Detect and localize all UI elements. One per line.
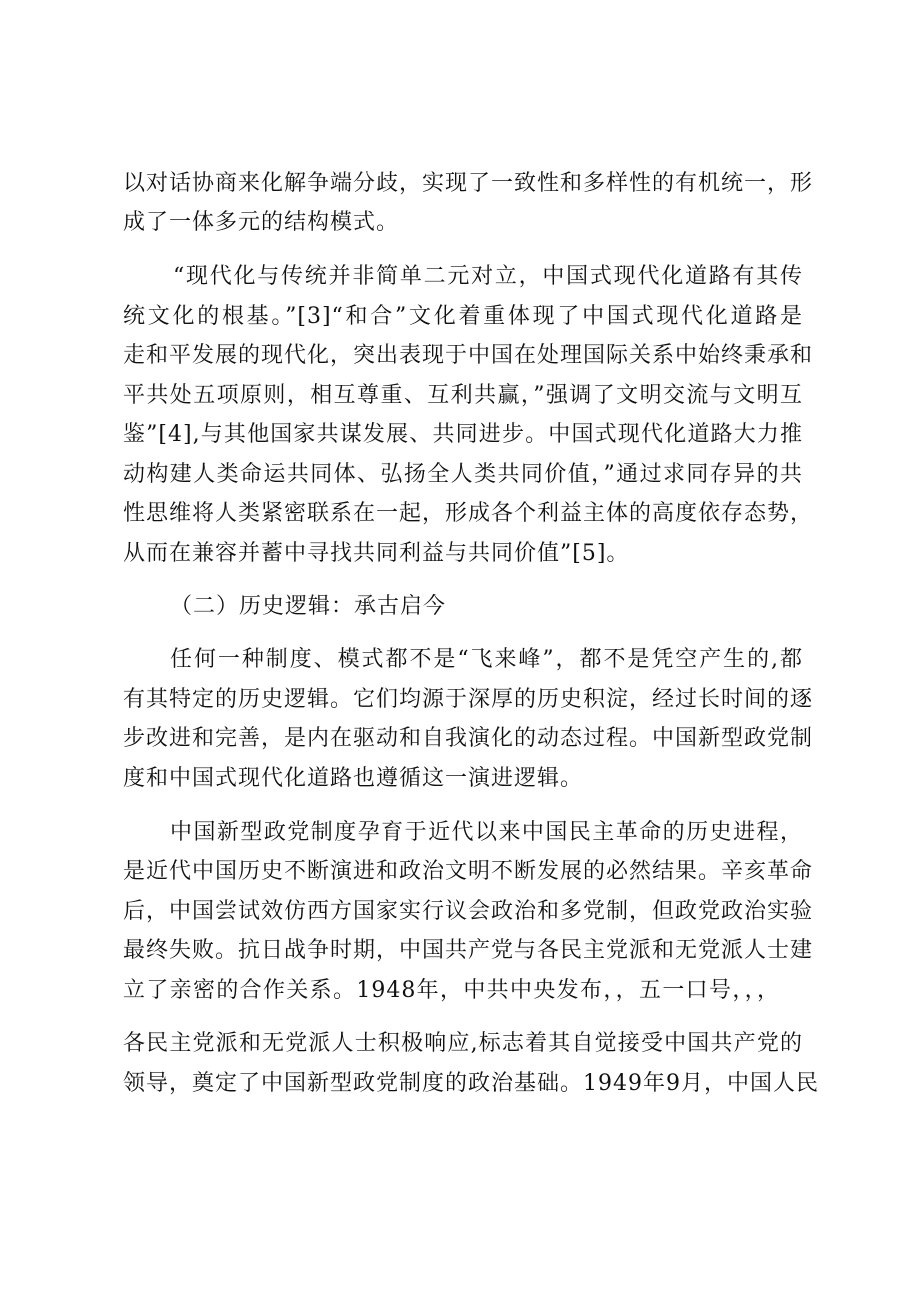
- text-line: 动构建人类命运共同体、弘扬全人类共同价值，”通过求同存异的共: [123, 462, 803, 487]
- text-line: 有其特定的历史逻辑。它们均源于深厚的历史积淀，经过长时间的逐: [123, 687, 814, 712]
- text-line: 各民主党派和无党派人士积极响应,标志着其自觉接受中国共产党的: [123, 1031, 803, 1056]
- text-line: 从而在兼容并蓄中寻找共同利益与共同价值”[5]。: [123, 541, 630, 566]
- section-heading: （二）历史逻辑：承古启今: [170, 594, 447, 619]
- text-line: 度和中国式现代化道路也遵循这一演进逻辑。: [123, 766, 584, 791]
- text-line: 中国新型政党制度孕育于近代以来中国民主革命的历史进程，: [170, 820, 803, 845]
- text-line: 后，中国尝试效仿西方国家实行议会政治和多党制，但政党政治实验: [123, 899, 814, 924]
- text-line: 最终失败。抗日战争时期，中国共产党与各民主党派和无党派人士建: [123, 938, 814, 963]
- text-line: 以对话协商来化解争端分歧，实现了一致性和多样性的有机统一，形: [123, 171, 814, 196]
- text-line: 性思维将人类紧密联系在一起，形成各个利益主体的高度依存态势，: [123, 501, 814, 526]
- text-line: 任何一种制度、模式都不是“飞来峰”，都不是凭空产生的,都: [170, 647, 803, 672]
- text-line: 走和平发展的现代化，突出表现于中国在处理国际关系中始终秉承和: [123, 343, 814, 368]
- text-line: 平共处五项原则，相互尊重、互利共赢，”强调了文明交流与文明互: [123, 383, 803, 408]
- text-line: 立了亲密的合作关系。1948年，中共中央发布，，五一口号，，，: [123, 978, 780, 1003]
- text-line: “现代化与传统并非简单二元对立，中国式现代化道路有其传: [173, 264, 803, 289]
- text-line: 成了一体多元的结构模式。: [123, 210, 400, 235]
- text-line: 鉴”[4],与其他国家共谋发展、共同进步。中国式现代化道路大力推: [123, 422, 803, 447]
- text-line: 是近代中国历史不断演进和政治文明不断发展的必然结果。辛亥革命: [123, 859, 814, 884]
- text-line: 领导，奠定了中国新型政党制度的政治基础。1949年9月，中国人民: [123, 1071, 819, 1096]
- text-line: 步改进和完善，是内在驱动和自我演化的动态过程。中国新型政党制: [123, 726, 814, 751]
- text-line: 统文化的根基。”[3]“和合”文化着重体现了中国式现代化道路是: [123, 304, 803, 329]
